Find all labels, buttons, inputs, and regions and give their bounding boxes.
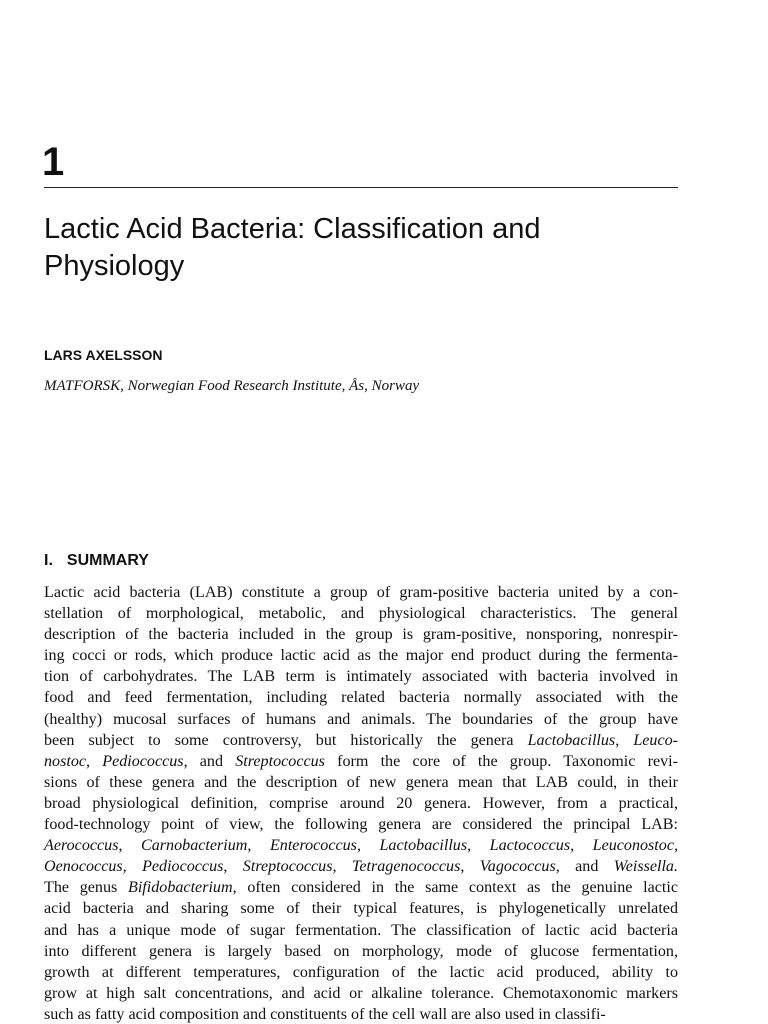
genus-name: Enterococcus	[269, 837, 357, 855]
body-text-run: stellation of morphological, metabolic, and physiological characteristics. The general	[44, 605, 678, 623]
body-text-run: form the core of the group. Taxonomic revi-	[324, 752, 678, 770]
genus-name: Carnobacterium	[141, 837, 248, 855]
body-line	[44, 962, 678, 983]
genus-name: Leuco-	[633, 731, 679, 749]
genus-name: Bifidobacterium	[128, 879, 233, 897]
genus-name: Leuconostoc	[592, 837, 674, 855]
body-line	[44, 582, 678, 603]
body-line	[44, 814, 678, 835]
genus-name: Weissella.	[613, 858, 679, 876]
genus-name: Pediococcus	[142, 858, 224, 876]
body-text-run: description of the bacteria included in the group is gram-positive, nonsporing, nonrespir-	[44, 626, 678, 644]
chapter-number: 1	[42, 140, 65, 184]
body-line	[44, 877, 678, 898]
body-text-run: The genus	[44, 879, 128, 897]
body-line	[44, 835, 678, 856]
body-line	[44, 624, 678, 645]
body-line	[44, 730, 678, 751]
body-text-run: , and	[183, 752, 236, 770]
body-line	[44, 941, 678, 962]
body-text-run: , and	[555, 858, 614, 876]
body-text-run: food-technology point of view, the following genera are considered the principal LAB:	[44, 816, 678, 834]
section-title: SUMMARY	[66, 552, 149, 569]
body-text-run: broad physiological definition, comprise around 20 genera. However, from a practical,	[44, 794, 678, 812]
body-text-run: ,	[223, 858, 243, 876]
body-text-run: ,	[247, 837, 270, 855]
body-line	[44, 856, 678, 877]
genus-name: Lactobacillus	[527, 731, 616, 749]
body-text-run: and has a unique mode of sugar fermentation. The classification of lactic acid bacteria	[44, 921, 678, 939]
body-text-run: ,	[460, 858, 480, 876]
genus-name: Vagococcus	[479, 858, 556, 876]
body-text-run: (healthy) mucosal surfaces of humans and animals. The boundaries of the group have	[44, 710, 678, 728]
body-line	[44, 751, 678, 772]
genus-name: Streptococcus	[242, 858, 333, 876]
genus-name: Lactococcus	[489, 837, 571, 855]
genus-name: Streptococcus	[235, 752, 325, 770]
author-affiliation: MATFORSK, Norwegian Food Research Institute, Ås, Norway	[44, 378, 420, 394]
body-text-run: sions of these genera and the description of new genera mean that LAB could, in their	[44, 773, 678, 791]
body-text-run: food and feed fermentation, including related bacteria normally associated with the	[44, 689, 678, 707]
genus-name: Aerococcus	[44, 837, 119, 855]
body-line	[44, 920, 678, 941]
chapter-title-line: Lactic Acid Bacteria: Classification and	[44, 213, 541, 245]
body-text-run: ,	[673, 837, 679, 855]
body-line	[44, 645, 678, 666]
author-name: LARS AXELSSON	[44, 347, 163, 363]
body-text-run: , often considered in the same context as the genuine lactic	[232, 879, 678, 897]
body-line	[44, 983, 678, 1004]
body-text-run: ,	[615, 731, 634, 749]
body-text-run: ing cocci or rods, which produce lactic acid as the major end product during the fermenta-	[44, 647, 678, 665]
body-text-run: ,	[467, 837, 490, 855]
body-line	[44, 709, 678, 730]
genus-name: Tetragenococcus	[351, 858, 461, 876]
body-text-run: grow at high salt concentrations, and acid or alkaline tolerance. Chemotaxonomic markers	[44, 984, 678, 1002]
genus-name: Lactobacillus	[379, 837, 468, 855]
body-text-run: acid bacteria and sharing some of their typical features, is phylogenetically unrelated	[44, 900, 678, 918]
summary-paragraph	[44, 582, 678, 1024]
body-text-run: been subject to some controversy, but historically the genera	[44, 731, 528, 749]
body-text-run: ,	[86, 752, 103, 770]
body-line	[44, 772, 678, 793]
genus-name: Oenococcus	[44, 858, 123, 876]
body-line	[44, 1004, 678, 1024]
body-line	[44, 898, 678, 919]
chapter-title	[44, 211, 684, 285]
body-line	[44, 666, 678, 687]
genus-name: nostoc	[44, 752, 87, 770]
section-heading	[44, 550, 149, 572]
body-text-run: ,	[118, 837, 142, 855]
chapter-divider	[44, 187, 678, 188]
genus-name: Pediococcus	[102, 752, 184, 770]
body-text-run: ,	[356, 837, 380, 855]
body-text-run: ,	[122, 858, 143, 876]
chapter-title-line: Physiology	[44, 250, 185, 282]
body-text-run: into different genera is largely based on morphology, mode of glucose fermentation,	[44, 942, 678, 960]
body-line	[44, 687, 678, 708]
body-text-run: Lactic acid bacteria (LAB) constitute a group of gram-positive bacteria united by a con-	[44, 584, 678, 601]
body-text-run: tion of carbohydrates. The LAB term is intimately associated with bacteria involved in	[44, 668, 678, 686]
section-number: I.	[44, 552, 53, 569]
body-text-run: such as fatty acid composition and constituents of the cell wall are also used in classifi-	[44, 1005, 606, 1023]
body-line	[44, 603, 678, 624]
body-text-run: ,	[332, 858, 352, 876]
body-text-run: growth at different temperatures, configuration of the lactic acid produced, ability to	[44, 963, 678, 981]
body-text-run: ,	[570, 837, 593, 855]
body-line	[44, 793, 678, 814]
